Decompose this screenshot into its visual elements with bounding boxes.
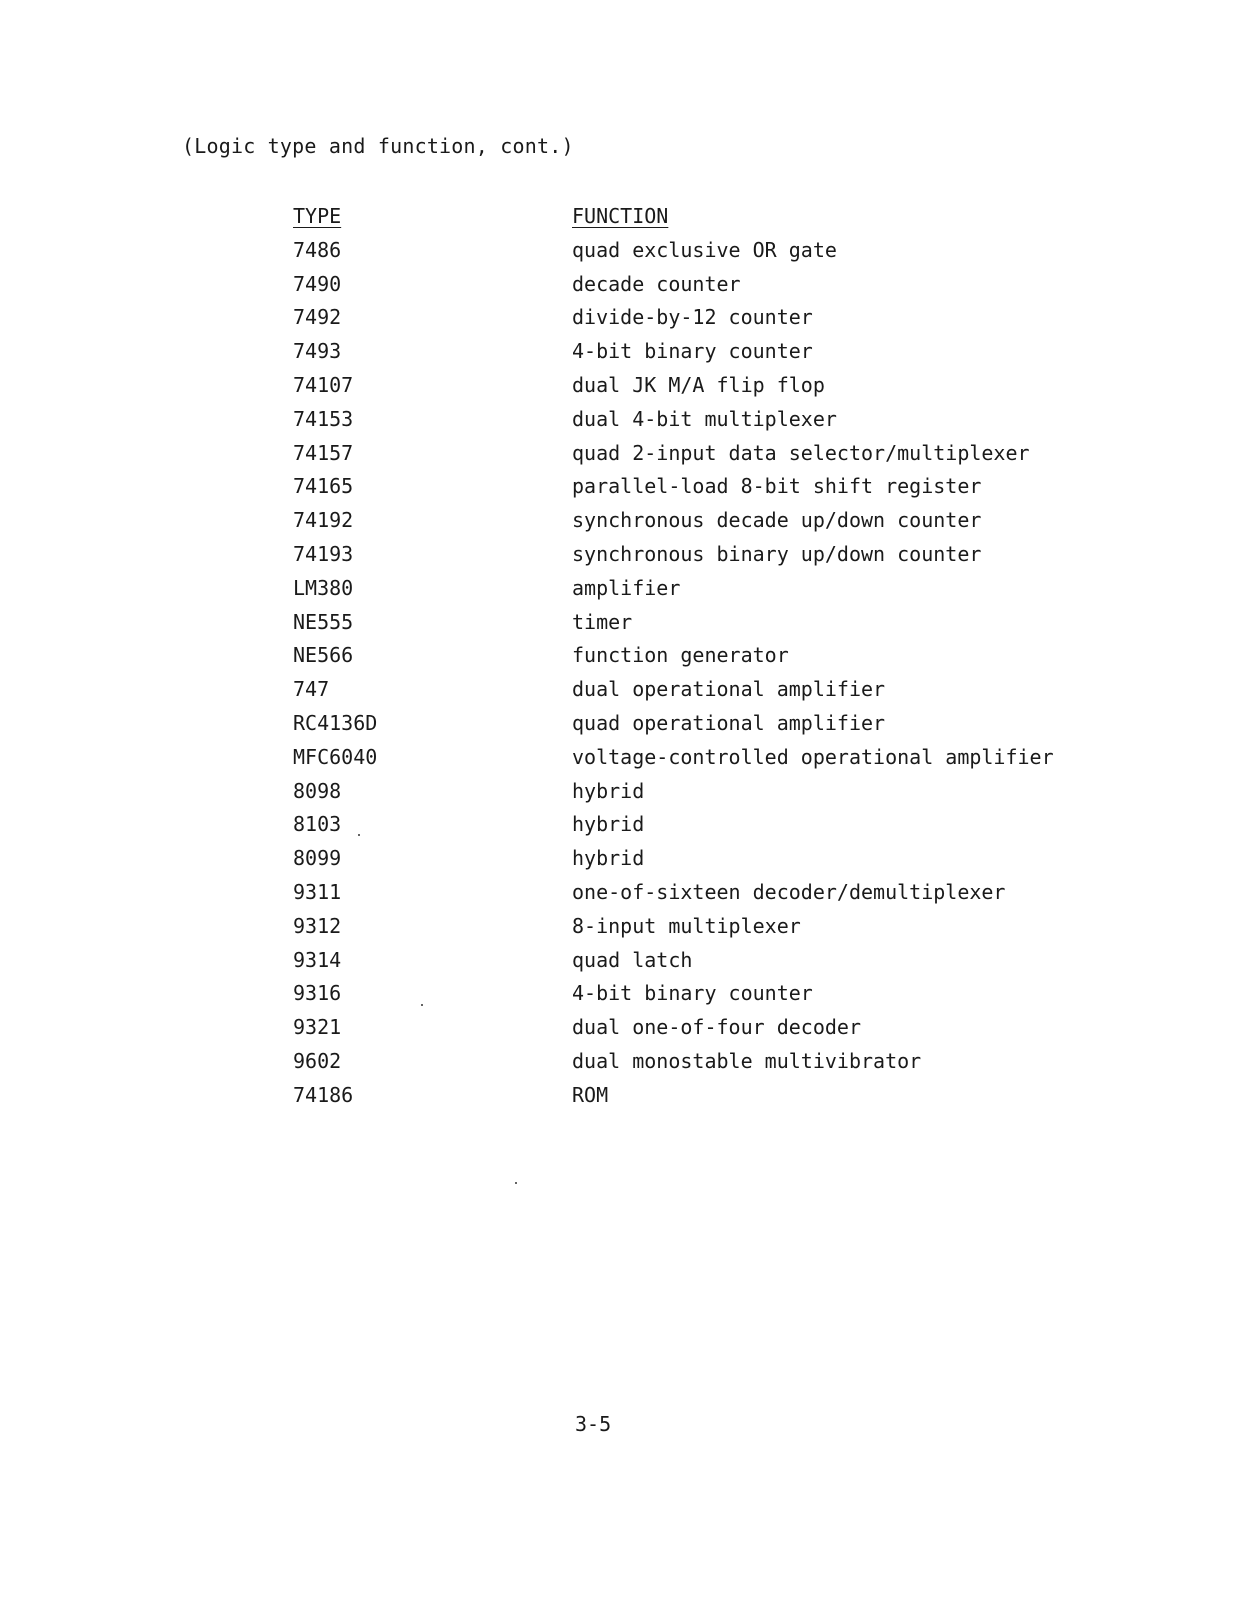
cell-function: decade counter	[572, 271, 741, 296]
table-row	[293, 910, 1053, 944]
cell-type: NE566	[293, 643, 354, 668]
table-row	[293, 673, 1053, 707]
table-row	[293, 1079, 1053, 1113]
cell-type: 7490	[293, 271, 342, 296]
cell-function: 8-input multiplexer	[572, 913, 801, 938]
cell-type: 8103	[293, 812, 342, 837]
table-row	[293, 504, 1053, 538]
cell-type: 74186	[293, 1082, 354, 1107]
table-row	[293, 808, 1053, 842]
cell-type: 8099	[293, 846, 342, 871]
cell-type: 9314	[293, 947, 342, 972]
cell-function: 4-bit binary counter	[572, 981, 813, 1006]
scan-speck	[421, 1004, 423, 1006]
cell-function: dual operational amplifier	[572, 677, 886, 702]
table-row	[293, 470, 1053, 504]
table-row	[293, 301, 1053, 335]
table-row	[293, 369, 1053, 403]
cell-type: 7486	[293, 237, 342, 262]
cell-function: voltage-controlled operational amplifier	[572, 744, 1054, 769]
column-header-function: FUNCTION	[572, 204, 669, 228]
cell-type: 74165	[293, 474, 354, 499]
column-header-type: TYPE	[293, 204, 342, 228]
table-row	[293, 538, 1053, 572]
cell-type: 7492	[293, 305, 342, 330]
table-row	[293, 741, 1053, 775]
cell-function: synchronous binary up/down counter	[572, 541, 982, 566]
table-header-row	[293, 200, 1053, 234]
cell-function: quad exclusive OR gate	[572, 237, 837, 262]
cell-type: 9311	[293, 879, 342, 904]
cell-function: timer	[572, 609, 633, 634]
scan-speck	[515, 1182, 517, 1184]
table-row	[293, 234, 1053, 268]
cell-function: dual 4-bit multiplexer	[572, 406, 837, 431]
cell-type: 74193	[293, 541, 354, 566]
cell-function: dual JK M/A flip flop	[572, 372, 825, 397]
cell-function: quad 2-input data selector/multiplexer	[572, 440, 1030, 465]
cell-type: RC4136D	[293, 710, 378, 735]
cell-function: quad operational amplifier	[572, 710, 886, 735]
cell-function: ROM	[572, 1082, 609, 1107]
page-number: 3-5	[575, 1412, 612, 1436]
section-heading: (Logic type and function, cont.)	[182, 134, 574, 158]
table-row	[293, 639, 1053, 673]
logic-type-table	[293, 200, 1053, 1113]
table-row	[293, 842, 1053, 876]
cell-function: one-of-sixteen decoder/demultiplexer	[572, 879, 1006, 904]
cell-type: 74192	[293, 508, 354, 533]
cell-function: divide-by-12 counter	[572, 305, 813, 330]
table-row	[293, 437, 1053, 471]
cell-function: hybrid	[572, 812, 645, 837]
cell-function: 4-bit binary counter	[572, 339, 813, 364]
table-row	[293, 1045, 1053, 1079]
cell-type: 7493	[293, 339, 342, 364]
table-row	[293, 876, 1053, 910]
table-row	[293, 403, 1053, 437]
cell-type: MFC6040	[293, 744, 378, 769]
cell-type: 8098	[293, 778, 342, 803]
cell-type: 9602	[293, 1048, 342, 1073]
table-row	[293, 977, 1053, 1011]
cell-function: synchronous decade up/down counter	[572, 508, 982, 533]
cell-function: dual one-of-four decoder	[572, 1015, 861, 1040]
table-row	[293, 707, 1053, 741]
cell-type: 9321	[293, 1015, 342, 1040]
cell-type: LM380	[293, 575, 354, 600]
cell-function: hybrid	[572, 778, 645, 803]
cell-function: parallel-load 8-bit shift register	[572, 474, 982, 499]
cell-type: 74153	[293, 406, 354, 431]
scan-speck	[358, 834, 360, 836]
cell-type: 74107	[293, 372, 354, 397]
cell-function: dual monostable multivibrator	[572, 1048, 922, 1073]
table-row	[293, 335, 1053, 369]
cell-type: NE555	[293, 609, 354, 634]
cell-type: 74157	[293, 440, 354, 465]
cell-function: function generator	[572, 643, 789, 668]
table-row	[293, 1011, 1053, 1045]
table-row	[293, 268, 1053, 302]
table-row	[293, 606, 1053, 640]
table-body	[293, 234, 1053, 1113]
table-row	[293, 572, 1053, 606]
cell-type: 9312	[293, 913, 342, 938]
cell-function: hybrid	[572, 846, 645, 871]
cell-function: amplifier	[572, 575, 681, 600]
cell-type: 747	[293, 677, 330, 702]
cell-function: quad latch	[572, 947, 693, 972]
table-row	[293, 775, 1053, 809]
table-row	[293, 944, 1053, 978]
cell-type: 9316	[293, 981, 342, 1006]
